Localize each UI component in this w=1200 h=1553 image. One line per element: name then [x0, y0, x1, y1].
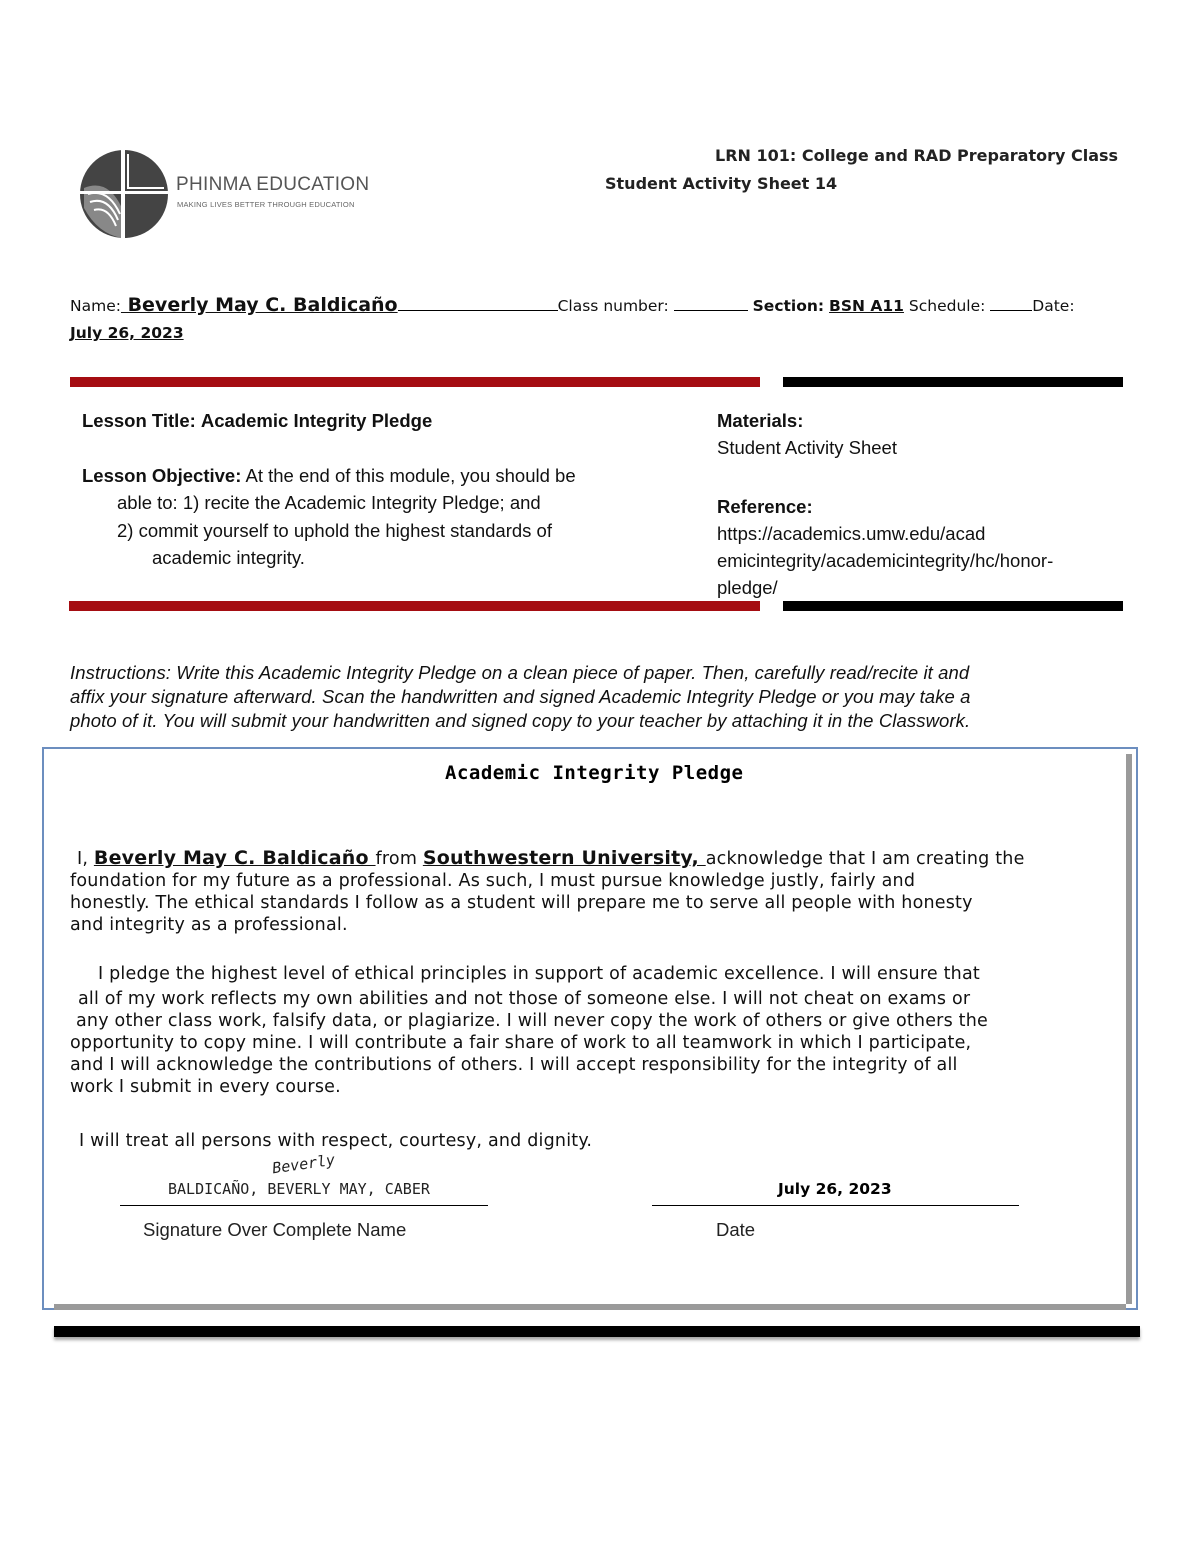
- pledge-p2-line-5: and I will acknowledge the contributions of others. I will accept responsibility for the integrity of all: [70, 1055, 958, 1075]
- reference-label: Reference:: [717, 496, 813, 517]
- signed-date: July 26, 2023: [778, 1180, 892, 1198]
- pledge-p2-line-6: work I submit in every course.: [70, 1077, 341, 1097]
- student-info-row: [70, 294, 1075, 316]
- pledge-paragraph-1: [70, 847, 1120, 936]
- pledge-from: from: [375, 849, 423, 869]
- pledge-p1-rest: acknowledge that I am creating the: [705, 849, 1025, 869]
- phinma-emblem-icon: [78, 148, 170, 240]
- logo-wordmark: PHINMA EDUCATION: [176, 174, 370, 195]
- black-divider-bottom: [783, 601, 1123, 611]
- pledge-p2-line-4: opportunity to copy mine. I will contribute a fair share of work to all teamwork in which I participate,: [70, 1033, 972, 1053]
- objective-label: Lesson Objective:: [82, 465, 242, 486]
- red-divider-top: [70, 377, 760, 387]
- lesson-title: [82, 407, 432, 434]
- objective-line-4: academic integrity.: [152, 547, 305, 568]
- date-value: July 26, 2023: [70, 324, 184, 342]
- date-field-label: Date: [716, 1219, 756, 1240]
- signature-handwritten-name: BALDICAÑO, BEVERLY MAY, CABER: [168, 1180, 430, 1198]
- materials-section: [717, 407, 897, 461]
- pledge-i: I,: [77, 849, 94, 869]
- phinma-logo: [78, 148, 378, 240]
- signature-label: Signature Over Complete Name: [143, 1219, 407, 1240]
- lesson-title-label: Lesson Title:: [82, 410, 196, 431]
- instructions: [70, 661, 1130, 733]
- pledge-p1-line-2: foundation for my future as a professional. As such, I must pursue knowledge justly, fairly and: [70, 871, 916, 891]
- reference-line-1: https://academics.umw.edu/acad: [717, 523, 986, 544]
- section-value: BSN A11: [829, 297, 904, 315]
- date-label: Date:: [1032, 297, 1075, 315]
- objective-line-3: 2) commit yourself to uphold the highest standards of: [117, 520, 552, 541]
- materials-value: Student Activity Sheet: [717, 437, 897, 458]
- pledge-paragraph-3: I will treat all persons with respect, courtesy, and dignity.: [79, 1131, 593, 1151]
- objective-line-1: At the end of this module, you should be: [245, 465, 576, 486]
- pledge-paragraph-2: [70, 963, 1120, 1098]
- logo-tagline: MAKING LIVES BETTER THROUGH EDUCATION: [177, 200, 355, 209]
- lesson-objective: [82, 462, 576, 571]
- name-blank: [398, 296, 558, 311]
- lesson-title-value: Academic Integrity Pledge: [200, 410, 433, 431]
- course-title: LRN 101: College and RAD Preparatory Class: [715, 146, 1119, 165]
- instructions-line-1: Instructions: Write this Academic Integrity Pledge on a clean piece of paper. Then, carefully read/recite it and: [70, 662, 970, 683]
- date-line: [652, 1205, 1019, 1206]
- name-label: Name:: [70, 297, 121, 315]
- pledge-student-name: Beverly May C. Baldicaño: [93, 847, 376, 869]
- name-value: Beverly May C. Baldicaño: [120, 294, 398, 316]
- pledge-title: Academic Integrity Pledge: [445, 762, 744, 784]
- schedule-blank: [990, 296, 1032, 311]
- reference-line-2: emicintegrity/academicintegrity/hc/honor-: [717, 550, 1054, 571]
- section-label: Section:: [752, 297, 825, 315]
- red-divider-bottom: [69, 601, 760, 611]
- pledge-p1-line-4: and integrity as a professional.: [70, 915, 348, 935]
- objective-line-2: able to: 1) recite the Academic Integrity Pledge; and: [117, 492, 541, 513]
- pledge-p2-line-1: I pledge the highest level of ethical principles in support of academic excellence. I will ensure that: [98, 964, 980, 984]
- pledge-p1-line-3: honestly. The ethical standards I follow as a student will prepare me to serve all people with honesty: [70, 893, 973, 913]
- materials-label: Materials:: [717, 410, 804, 431]
- pledge-school: Southwestern University,: [422, 847, 706, 869]
- class-number-blank: [674, 296, 748, 311]
- pledge-p2-line-2: all of my work reflects my own abilities and not those of someone else. I will not cheat on exams or: [78, 989, 971, 1009]
- signature-line: [120, 1205, 488, 1206]
- footer-bar: [54, 1326, 1140, 1337]
- black-divider-top: [783, 377, 1123, 387]
- schedule-label: Schedule:: [908, 297, 986, 315]
- pledge-p2-line-3: any other class work, falsify data, or plagiarize. I will never copy the work of others or give others the: [76, 1011, 988, 1031]
- instructions-line-2: affix your signature afterward. Scan the handwritten and signed Academic Integrity Pledge or you may take a: [70, 686, 971, 707]
- instructions-line-3: photo of it. You will submit your handwritten and signed copy to your teacher by attaching it in the Classwork.: [70, 710, 971, 731]
- signature-scrawl: Beverly: [271, 1150, 337, 1178]
- reference-line-3: pledge/: [717, 577, 778, 598]
- reference-section: [717, 493, 1053, 601]
- sheet-title: Student Activity Sheet 14: [605, 174, 838, 193]
- class-number-label: Class number:: [557, 297, 669, 315]
